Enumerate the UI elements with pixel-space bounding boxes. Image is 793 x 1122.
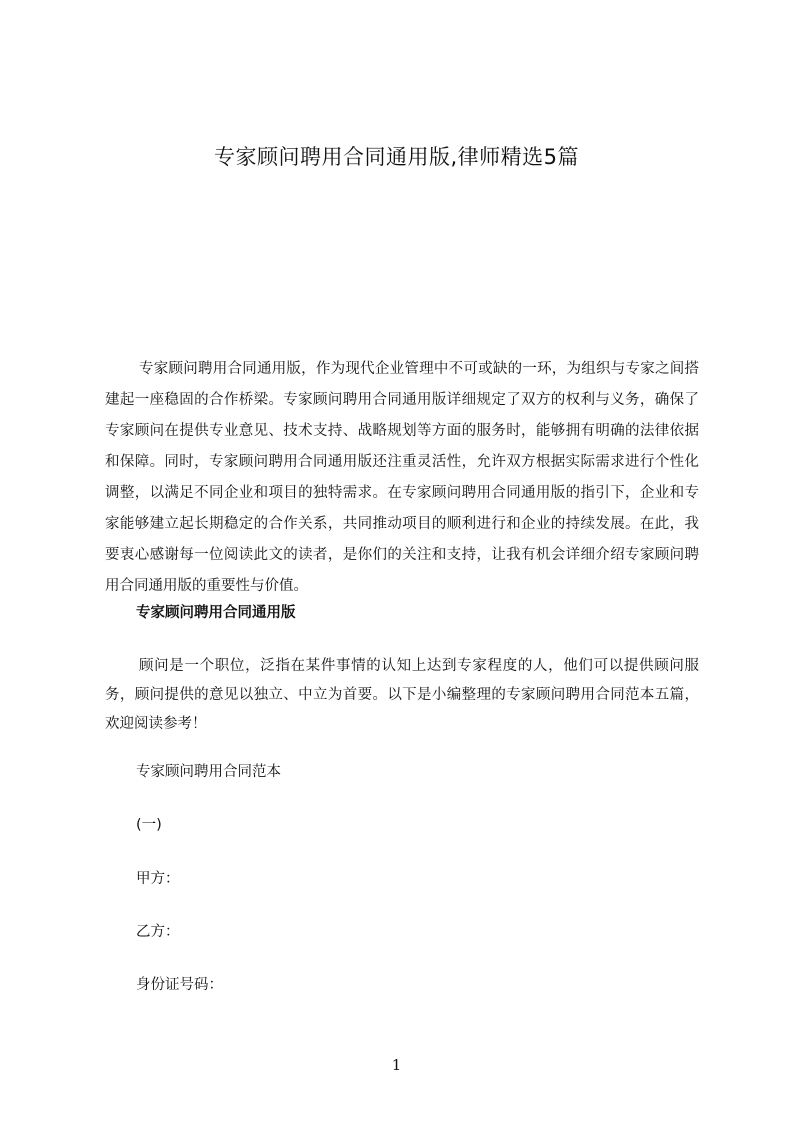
- party-b-label: 乙方：: [136, 924, 180, 940]
- part-number: (一): [136, 817, 162, 833]
- page-number: 1: [391, 1056, 402, 1074]
- sample-title: 专家顾问聘用合同范本: [136, 764, 281, 780]
- document-title: 专家顾问聘用合同通用版,律师精选5篇: [213, 145, 580, 169]
- party-a-label: 甲方：: [136, 871, 180, 887]
- section-heading: 专家顾问聘用合同通用版: [136, 605, 296, 621]
- id-number-label: 身份证号码：: [136, 977, 223, 993]
- section-paragraph: 顾问是一个职位，泛指在某件事情的认知上达到专家程度的人，他们可以提供顾问服务，顾问提供的意见以独立、中立为首要。以下是小编整理的专家顾问聘用合同范本五篇，欢迎阅读参考！: [105, 658, 699, 732]
- intro-paragraph: 专家顾问聘用合同通用版，作为现代企业管理中不可或缺的一环，为组织与专家之间搭建起一座稳固的合作桥梁。专家顾问聘用合同通用版详细规定了双方的权利与义务，确保了专家顾问在提供专业意见、技术支持、战略规划等方面的服务时，能够拥有明确的法律依据和保障。同时，专家顾问聘用合同通用版还注重灵活性，允许双方根据实际需求进行个性化调整，以满足不同企业和项目的独特需求。在专家顾问聘用合同通用版的指引下，企业和专家能够建立起长期稳定的合作关系，共同推动项目的顺利进行和企业的持续发展。在此，我要衷心感谢每一位阅读此文的读者，是你们的关注和支持，让我有机会详细介绍专家顾问聘用合同通用版的重要性与价值。: [105, 361, 699, 594]
